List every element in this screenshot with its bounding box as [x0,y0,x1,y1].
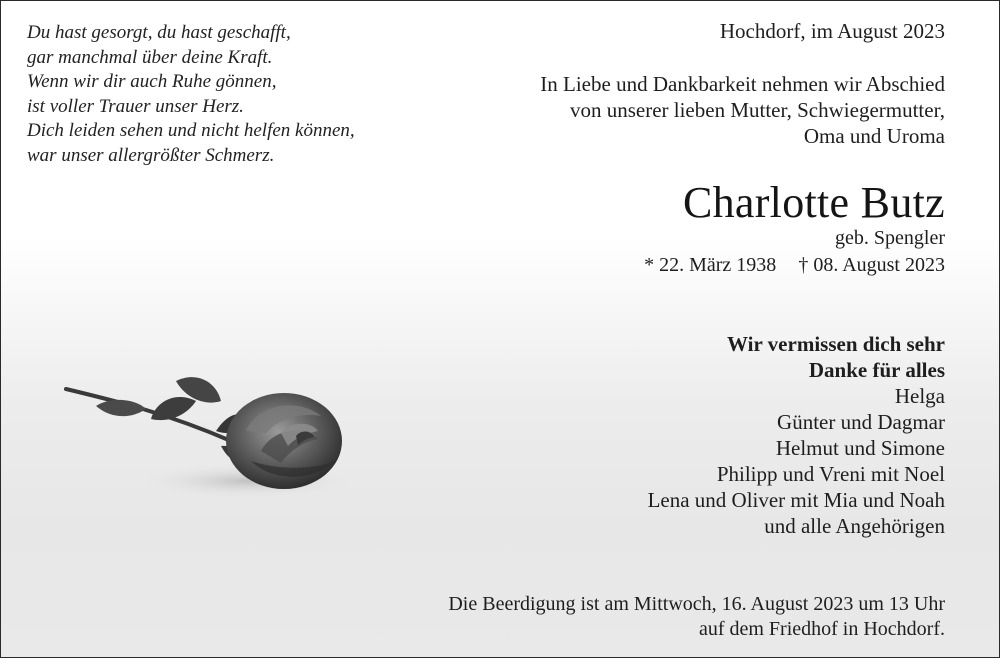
poem-line: Du hast gesorgt, du hast geschafft, [27,22,291,43]
farewell-intro [540,71,945,149]
mourners-headline: Wir vermissen dich sehr [727,332,945,356]
mourner-name: Helga [894,384,945,408]
poem-line: war unser allergrößter Schmerz. [27,144,275,166]
mourner-name: Lena und Oliver mit Mia und Noah [647,488,945,512]
mourners-block [648,331,945,539]
funeral-notice [448,592,945,642]
mourner-name: Günter und Dagmar [777,410,945,434]
life-dates [644,254,945,277]
mourner-name: und alle Angehörigen [764,514,945,538]
funeral-line: Die Beerdigung ist am Mittwoch, 16. August 2023 um 13 Uhr [448,593,945,615]
rose-icon [56,361,376,511]
poem-line: ist voller Trauer unser Herz. [27,95,244,117]
maiden-name: geb. Spengler [835,227,945,249]
mourner-name: Philipp und Vreni mit Noel [716,462,945,486]
poem [27,21,355,168]
deceased-name: Charlotte Butz [682,178,945,227]
mourners-headline: Danke für alles [808,358,945,382]
place-date: Hochdorf, im August 2023 [719,19,945,43]
poem-line: gar manchmal über deine Kraft. [27,46,273,68]
mourner-name: Helmut und Simone [775,436,945,460]
death-date: † 08. August 2023 [798,254,945,276]
intro-line: von unserer lieben Mutter, Schwiegermutter, [569,98,945,122]
funeral-line: auf dem Friedhof in Hochdorf. [698,618,945,640]
intro-line: In Liebe und Dankbarkeit nehmen wir Abschied [540,72,945,96]
poem-line: Dich leiden sehen und nicht helfen können, [27,120,355,141]
poem-line: Wenn wir dir auch Ruhe gönnen, [27,71,277,92]
birth-date: * 22. März 1938 [644,254,777,276]
intro-line: Oma und Uroma [803,124,945,148]
